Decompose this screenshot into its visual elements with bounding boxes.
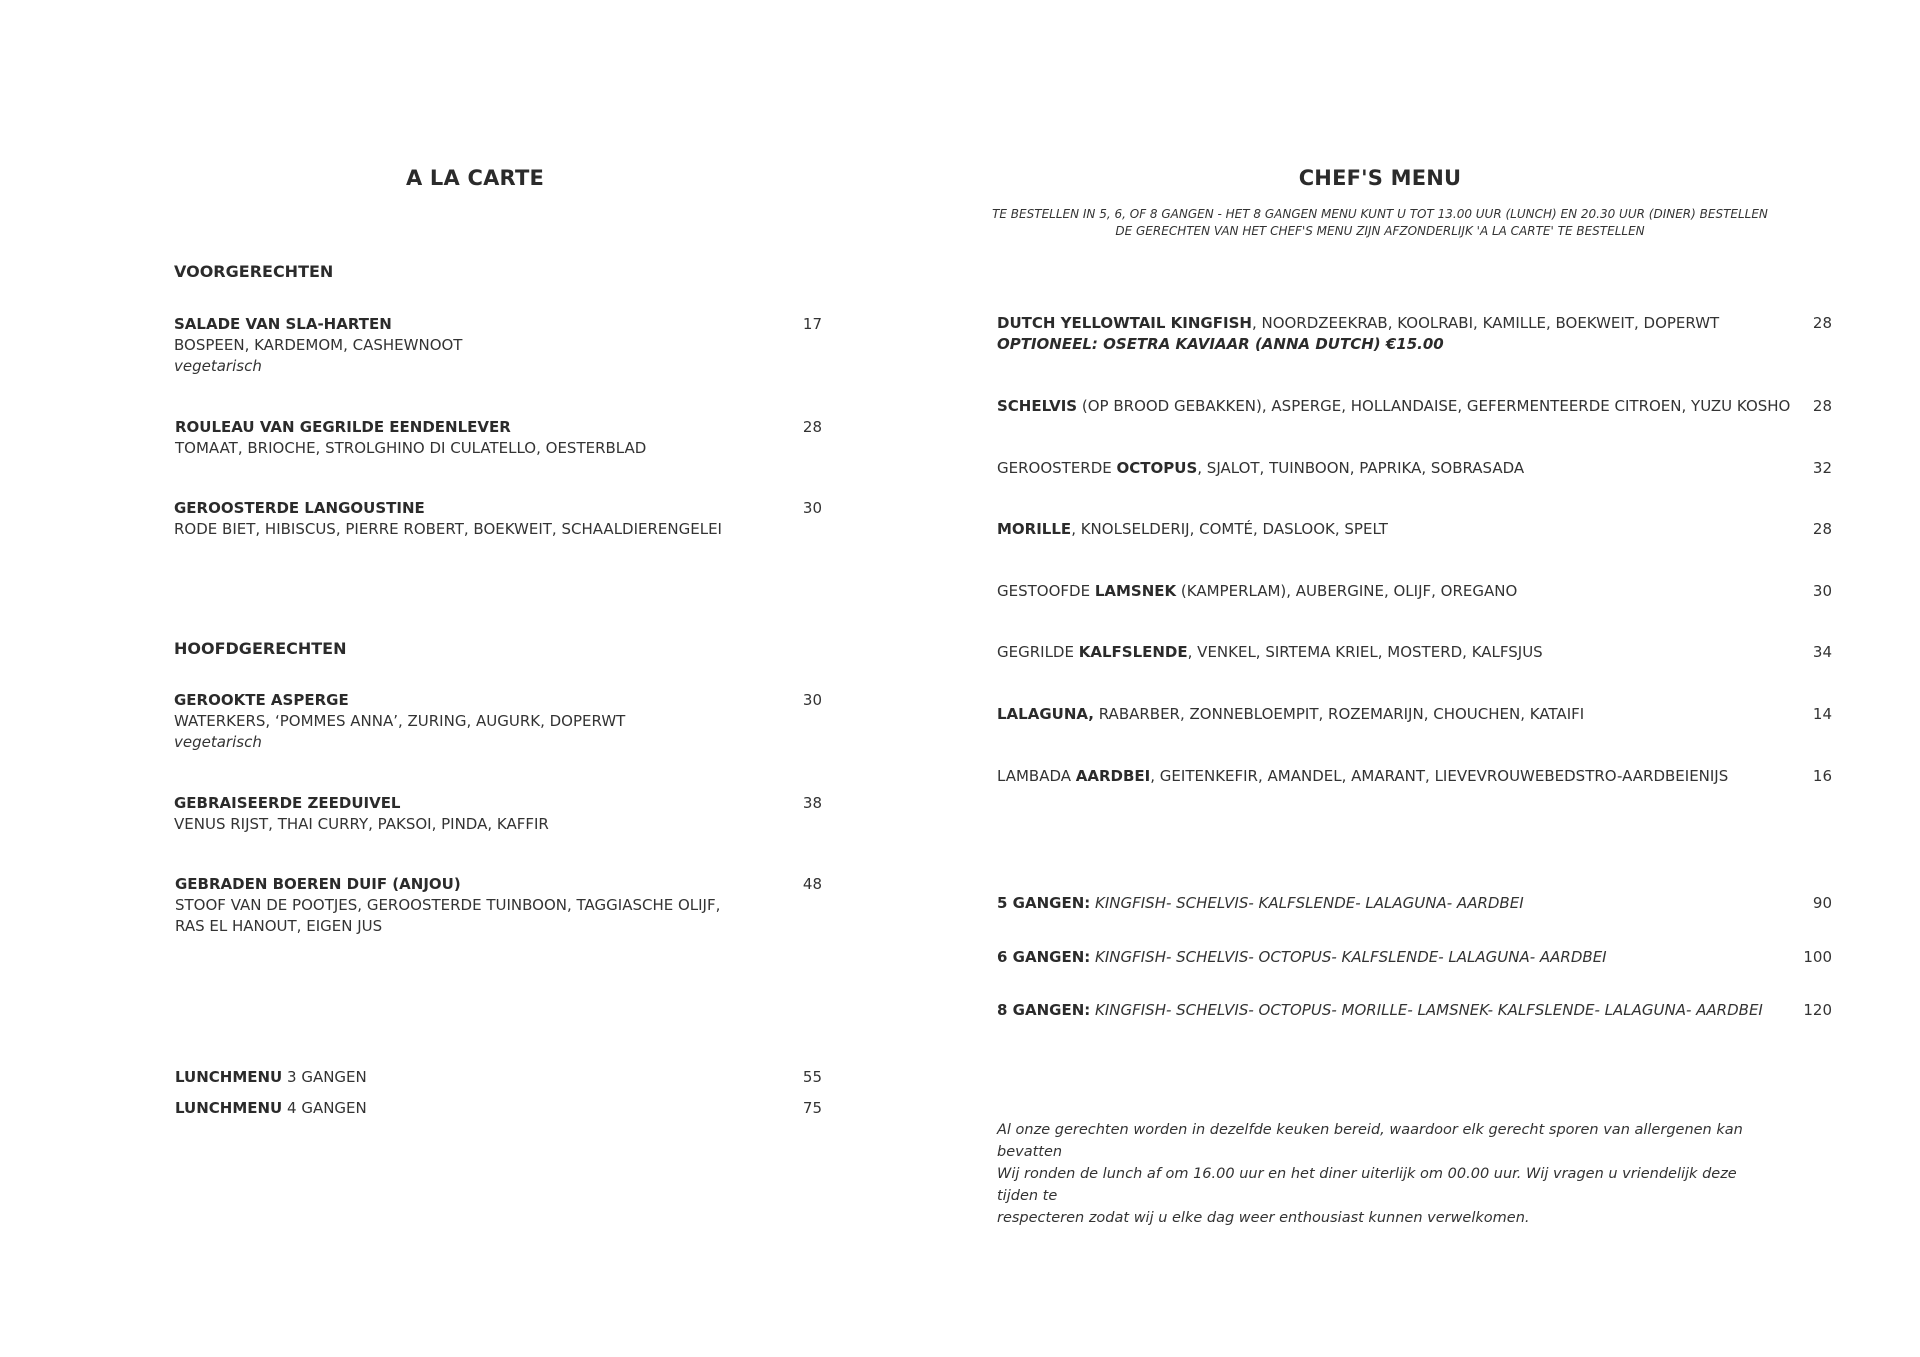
lunch-label: LUNCHMENU bbox=[175, 1099, 283, 1117]
footnote-line: respecteren zodat wij u elke dag weer enthousiast kunnen verwelkomen. bbox=[997, 1210, 1530, 1226]
dish-description: (OP BROOD GEBAKKEN), ASPERGE, HOLLANDAISE, GEFERMENTEERDE CITROEN, YUZU KOSHO bbox=[1077, 397, 1791, 415]
dish-price: 38 bbox=[802, 794, 822, 812]
dish-name: OCTOPUS bbox=[1116, 459, 1198, 477]
menu-item bbox=[997, 519, 1388, 540]
dish-note: vegetarisch bbox=[174, 733, 262, 751]
dish-price: 28 bbox=[1812, 520, 1832, 538]
dish-description: VENUS RIJST, THAI CURRY, PAKSOI, PINDA, KAFFIR bbox=[174, 815, 549, 833]
chefs-menu-title: CHEF'S MENU bbox=[1298, 166, 1462, 190]
course-price: 100 bbox=[1803, 948, 1832, 966]
dish-pre: GEGRILDE bbox=[997, 643, 1079, 661]
dish-name: GEBRADEN BOEREN DUIF (ANJOU) bbox=[175, 875, 461, 893]
dish-name: GEROOSTERDE LANGOUSTINE bbox=[174, 499, 425, 517]
dish-description: , KNOLSELDERIJ, COMTÉ, DASLOOK, SPELT bbox=[1071, 520, 1388, 538]
footnote-line: Wij ronden de lunch af om 16.00 uur en het diner uiterlijk om 00.00 uur. Wij vragen u vriendelijk deze tijden te bbox=[997, 1166, 1737, 1204]
lunch-courses: 4 GANGEN bbox=[282, 1099, 367, 1117]
course-label: 5 GANGEN: bbox=[997, 894, 1091, 912]
menu-item bbox=[997, 458, 1524, 479]
dish-name: MORILLE bbox=[997, 520, 1072, 538]
menu-item bbox=[174, 498, 722, 540]
mains-heading: HOOFDGERECHTEN bbox=[174, 639, 347, 658]
subtitle-line: TE BESTELLEN IN 5, 6, OF 8 GANGEN - HET 8 GANGEN MENU KUNT U TOT 13.00 UUR (LUNCH) EN 20.30 UUR (DINER) BESTELLEN bbox=[992, 207, 1768, 221]
allergen-footnote bbox=[997, 1119, 1757, 1229]
dish-description: , VENKEL, SIRTEMA KRIEL, MOSTERD, KALFSJUS bbox=[1187, 643, 1543, 661]
menu-item bbox=[175, 874, 720, 937]
lunch-courses: 3 GANGEN bbox=[282, 1068, 367, 1086]
lunch-menu-3 bbox=[175, 1067, 367, 1088]
dish-description: , SJALOT, TUINBOON, PAPRIKA, SOBRASADA bbox=[1197, 459, 1525, 477]
starters-heading: VOORGERECHTEN bbox=[174, 262, 334, 281]
dish-price: 28 bbox=[1812, 314, 1832, 332]
dish-price: 48 bbox=[802, 875, 822, 893]
dish-note: vegetarisch bbox=[174, 357, 262, 375]
menu-item bbox=[997, 396, 1790, 417]
dish-pre: GESTOOFDE bbox=[997, 582, 1095, 600]
dish-name: LAMSNEK bbox=[1094, 582, 1177, 600]
lunch-price: 55 bbox=[802, 1068, 822, 1086]
menu-item bbox=[997, 642, 1543, 663]
dish-name: LALAGUNA, bbox=[997, 705, 1094, 723]
dish-pre: GEROOSTERDE bbox=[997, 459, 1117, 477]
dish-name: AARDBEI bbox=[1075, 767, 1151, 785]
dish-price: 30 bbox=[802, 499, 822, 517]
dish-price: 34 bbox=[1812, 643, 1832, 661]
lunch-label: LUNCHMENU bbox=[175, 1068, 283, 1086]
menu-item bbox=[174, 314, 462, 377]
dish-price: 28 bbox=[802, 418, 822, 436]
dish-price: 32 bbox=[1812, 459, 1832, 477]
subtitle-line: DE GERECHTEN VAN HET CHEF'S MENU ZIJN AFZONDERLIJK 'A LA CARTE' TE BESTELLEN bbox=[1115, 224, 1645, 238]
course-list: KINGFISH- SCHELVIS- OCTOPUS- KALFSLENDE- LALAGUNA- AARDBEI bbox=[1090, 948, 1607, 966]
dish-description: , GEITENKEFIR, AMANDEL, AMARANT, LIEVEVROUWEBEDSTRO-AARDBEIENIJS bbox=[1150, 767, 1729, 785]
course-price: 120 bbox=[1803, 1001, 1832, 1019]
dish-description: STOOF VAN DE POOTJES, GEROOSTERDE TUINBOON, TAGGIASCHE OLIJF, bbox=[175, 896, 721, 914]
menu-item bbox=[174, 793, 549, 835]
dish-name: KALFSLENDE bbox=[1078, 643, 1188, 661]
menu-item bbox=[997, 313, 1719, 355]
dish-description: BOSPEEN, KARDEMOM, CASHEWNOOT bbox=[174, 336, 463, 354]
dish-option: OPTIONEEL: OSETRA KAVIAAR (ANNA DUTCH) €15.00 bbox=[997, 335, 1444, 353]
dish-description: WATERKERS, ‘POMMES ANNA’, ZURING, AUGURK, DOPERWT bbox=[174, 712, 626, 730]
dish-description: TOMAAT, BRIOCHE, STROLGHINO DI CULATELLO, OESTERBLAD bbox=[175, 439, 647, 457]
dish-price: 14 bbox=[1812, 705, 1832, 723]
dish-price: 16 bbox=[1812, 767, 1832, 785]
lunch-price: 75 bbox=[802, 1099, 822, 1117]
dish-name: SCHELVIS bbox=[997, 397, 1078, 415]
menu-item bbox=[997, 766, 1728, 787]
dish-description-cont: RAS EL HANOUT, EIGEN JUS bbox=[175, 917, 383, 935]
menu-item bbox=[174, 690, 625, 753]
course-label: 8 GANGEN: bbox=[997, 1001, 1091, 1019]
chefs-menu-subtitle bbox=[930, 206, 1830, 240]
dish-price: 30 bbox=[1812, 582, 1832, 600]
dish-description: RABARBER, ZONNEBLOEMPIT, ROZEMARIJN, CHOUCHEN, KATAIFI bbox=[1093, 705, 1585, 723]
menu-item bbox=[175, 417, 646, 459]
course-menu-5 bbox=[997, 893, 1524, 914]
menu-item bbox=[997, 704, 1584, 725]
course-label: 6 GANGEN: bbox=[997, 948, 1091, 966]
dish-description: , NOORDZEEKRAB, KOOLRABI, KAMILLE, BOEKWEIT, DOPERWT bbox=[1251, 314, 1720, 332]
dish-pre: LAMBADA bbox=[997, 767, 1076, 785]
a-la-carte-title: A LA CARTE bbox=[405, 166, 545, 190]
dish-description: (KAMPERLAM), AUBERGINE, OLIJF, OREGANO bbox=[1176, 582, 1518, 600]
dish-price: 17 bbox=[802, 315, 822, 333]
course-menu-8 bbox=[997, 1000, 1763, 1021]
dish-name: ROULEAU VAN GEGRILDE EENDENLEVER bbox=[175, 418, 511, 436]
dish-name: GEROOKTE ASPERGE bbox=[174, 691, 349, 709]
course-price: 90 bbox=[1812, 894, 1832, 912]
lunch-menu-4 bbox=[175, 1098, 367, 1119]
course-list: KINGFISH- SCHELVIS- OCTOPUS- MORILLE- LAMSNEK- KALFSLENDE- LALAGUNA- AARDBEI bbox=[1090, 1001, 1763, 1019]
dish-name: SALADE VAN SLA-HARTEN bbox=[174, 315, 392, 333]
dish-price: 30 bbox=[802, 691, 822, 709]
dish-description: RODE BIET, HIBISCUS, PIERRE ROBERT, BOEKWEIT, SCHAALDIERENGELEI bbox=[174, 520, 722, 538]
menu-item bbox=[997, 581, 1517, 602]
dish-price: 28 bbox=[1812, 397, 1832, 415]
dish-name: GEBRAISEERDE ZEEDUIVEL bbox=[174, 794, 401, 812]
footnote-line: Al onze gerechten worden in dezelfde keuken bereid, waardoor elk gerecht sporen van allergenen kan bevatten bbox=[997, 1122, 1743, 1160]
course-menu-6 bbox=[997, 947, 1607, 968]
dish-name: DUTCH YELLOWTAIL KINGFISH bbox=[997, 314, 1252, 332]
course-list: KINGFISH- SCHELVIS- KALFSLENDE- LALAGUNA- AARDBEI bbox=[1090, 894, 1524, 912]
